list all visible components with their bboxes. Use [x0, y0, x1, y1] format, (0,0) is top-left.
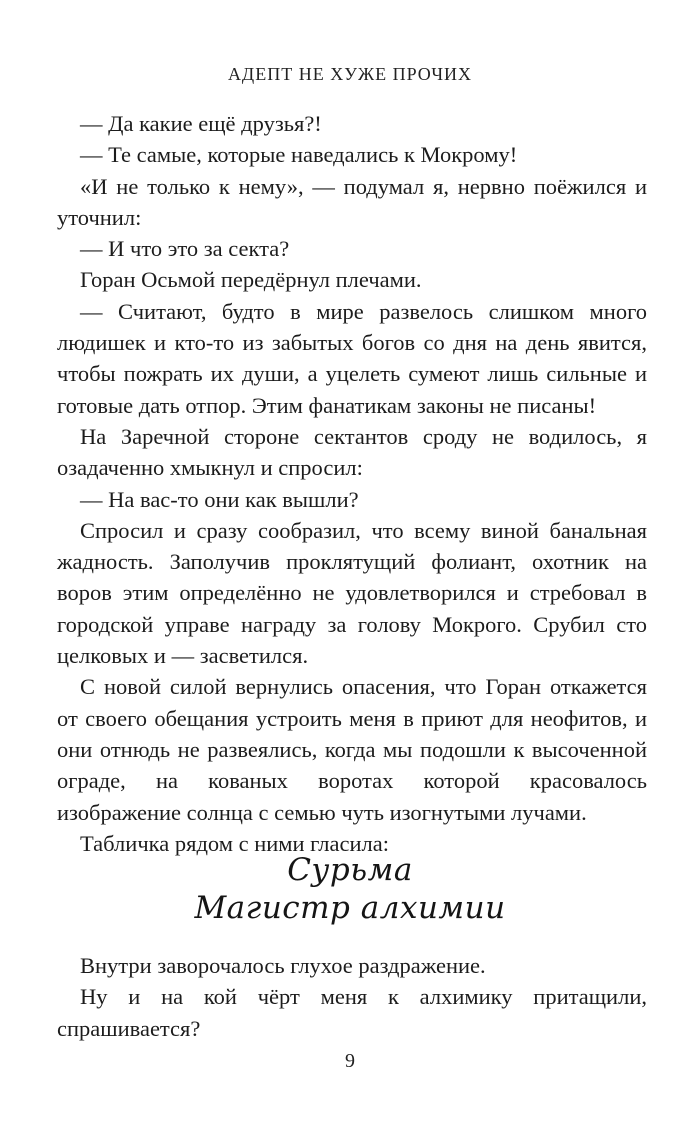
paragraph: На Заречной стороне сектантов сроду не водилось, я озадаченно хмыкнул и спросил: [57, 423, 647, 481]
paragraph: — Считают, будто в мире развелось слишком много людишек и кто-то из забытых богов со дня на день явится, чтобы пожрать их души, а уцелеть сумеют лишь сильные и готовые дать отпор. Этим фанатикам законы не писаны! [57, 298, 647, 418]
running-title: АДЕПТ НЕ ХУЖЕ ПРОЧИХ [227, 64, 473, 84]
paragraph: С новой силой вернулись опасения, что Горан откажется от своего обещания устроить меня в приют для неофитов, и они отнюдь не развеялись, когда мы подошли к высоченной ограде, на кованых воротах которой красовалось изображение солнца с семью чуть изогнутыми лучами. [57, 674, 647, 825]
closing-text [57, 950, 647, 1044]
paragraph: Внутри заворочалось глухое раздражение. [80, 953, 486, 978]
paragraph: — На вас-то они как вышли? [80, 486, 359, 512]
paragraph: «И не только к нему», — подумал я, нервно поёжился и уточнил: [57, 173, 647, 230]
main-text [57, 108, 647, 859]
paragraph: — Да какие ещё друзья?! [80, 111, 322, 136]
paragraph: Ну и на кой чёрт меня к алхимику притащили, спрашивается? [57, 984, 647, 1041]
sign-name: Сурьма [287, 852, 413, 888]
paragraph: — И что это за секта? [80, 236, 290, 262]
sign-title: Магистр алхимии [194, 890, 506, 926]
page-number: 9 [345, 1050, 355, 1072]
paragraph: Горан Осьмой передёрнул плечами. [80, 267, 422, 293]
paragraph: Табличка рядом с ними гласила: [80, 830, 389, 856]
paragraph: — Те самые, которые наведались к Мокрому! [80, 142, 518, 168]
paragraph: Спросил и сразу сообразил, что всему виной банальная жадность. Заполучив проклятущий фолиант, охотник на воров этим определённо не удовлетворился и стребовал в городской управе награду за голову Мокрого. Срубил сто целковых и — засветился. [57, 517, 647, 669]
